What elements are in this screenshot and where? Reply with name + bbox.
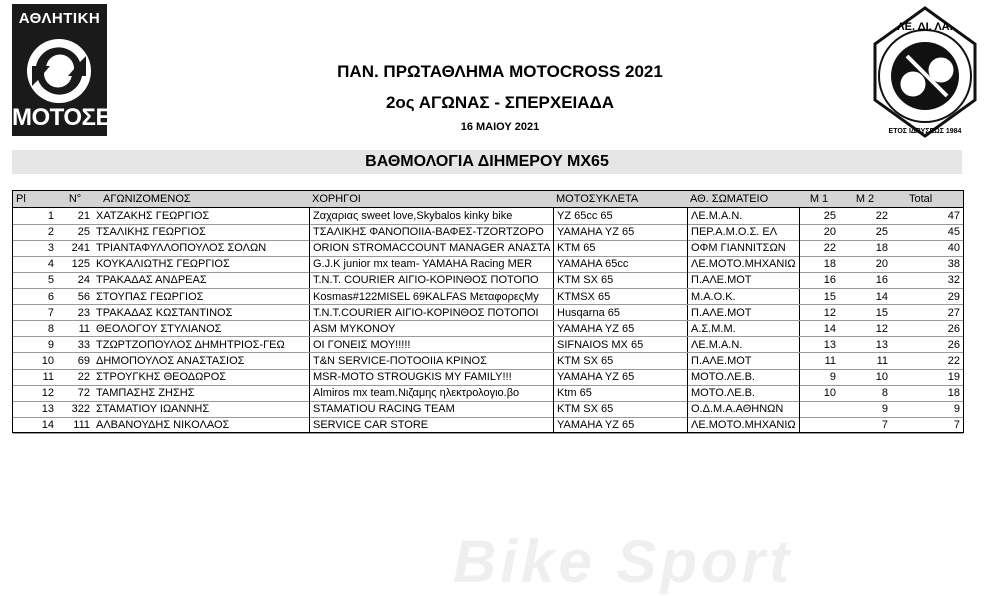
row-motorcycle: YAMAHA YZ 65 (553, 417, 687, 433)
col-header-place: Pl (16, 193, 26, 205)
row-total-points: 47 (947, 210, 960, 222)
race-title: 2ος ΑΓΩΝΑΣ - ΣΠΕΡΧΕΙΑΔΑ (385, 93, 615, 112)
row-total-points: 9 (953, 403, 960, 416)
seal-bottom-text: ΕΤΟΣ ΙΔΡΥΣΕΩΣ 1984 (888, 128, 962, 135)
row-sponsor: ΟΙ ΓΟΝΕΙΣ ΜΟΥ!!!!! (309, 337, 553, 353)
row-rider-name: ΤΡΙΑΝΤΑΦΥΛΛΟΠΟΥΛΟΣ ΣΟΛΩΝ (96, 242, 267, 255)
row-total-points: 45 (947, 226, 960, 239)
row-number: 241 (71, 242, 90, 255)
row-place: 8 (47, 322, 54, 335)
row-place: 9 (47, 338, 54, 351)
table-row (13, 353, 963, 369)
row-sponsor: Zαχαριας sweet love,Skybalos kinky bike (309, 208, 553, 224)
row-moto2-points: 11 (876, 354, 888, 367)
table-row (13, 321, 963, 337)
row-total-points: 26 (947, 322, 960, 335)
row-divider (13, 433, 963, 434)
watermark-text: Bike Sport (453, 528, 794, 595)
row-total-points: 38 (947, 258, 960, 271)
col-header-motorcycle: ΜΟΤΟΣΥΚΛΕΤΑ (556, 193, 639, 205)
row-club: ΛΕ.Μ.Α.Ν. (687, 337, 799, 353)
row-motorcycle: SIFNAIOS MX 65 (553, 337, 687, 353)
row-number: 22 (77, 371, 90, 383)
row-rider-name: ΣΤΡΟΥΓΚΗΣ ΘΕΟΔΩΡΟΣ (96, 371, 227, 383)
row-club: Π.ΑΛΕ.ΜΟΤ (687, 353, 799, 369)
row-total-points: 19 (947, 371, 960, 383)
row-moto2-points: 16 (875, 274, 888, 287)
logo-left-bottom-text: ΜΟΤΟΣΕ (12, 104, 111, 131)
row-motorcycle: KTMSX 65 (553, 289, 687, 305)
row-total-points: 7 (953, 419, 960, 432)
table-row (13, 289, 963, 305)
row-moto1-points: 13 (799, 337, 839, 353)
row-rider-name: ΣΤΑΜΑΤΙΟΥ ΙΩΑΝΝΗΣ (96, 403, 210, 416)
table-row (13, 208, 963, 224)
row-motorcycle: YAMAHA YZ 65 (553, 369, 687, 385)
row-rider-name: ΤΖΩΡΤΖΟΠΟΥΛΟΣ ΔΗΜΗΤΡΙΟΣ-ΓΕΩ (96, 338, 285, 351)
table-row (13, 369, 963, 385)
row-number: 111 (73, 419, 90, 432)
col-header-total: Total (909, 193, 933, 205)
row-moto2-points: 12 (875, 322, 888, 335)
row-club: ΛΕ.Μ.Α.Ν. (687, 208, 799, 224)
row-rider-name: ΔΗΜΟΠΟΥΛΟΣ ΑΝΑΣΤΑΣΙΟΣ (96, 354, 245, 367)
row-moto2-points: 15 (875, 306, 888, 319)
row-moto1-points: 12 (799, 305, 839, 321)
row-moto2-points: 20 (875, 258, 888, 271)
row-place: 10 (41, 354, 54, 367)
col-header-sponsors: ΧΟΡΗΓΟΙ (312, 193, 361, 205)
row-total-points: 32 (947, 274, 960, 287)
table-row (13, 305, 963, 321)
row-rider-name: ΣΤΟΥΠΑΣ ΓΕΩΡΓΙΟΣ (96, 290, 204, 303)
row-sponsor: ASM ΜΥΚΟΝΟΥ (309, 321, 553, 337)
row-sponsor: SERVICE CAR STORE (309, 417, 553, 433)
row-motorcycle: Ktm 65 (553, 385, 687, 401)
row-rider-name: ΧΑΤΖΑΚΗΣ ΓΕΩΡΓΙΟΣ (96, 210, 210, 222)
table-row (13, 256, 963, 272)
table-row (13, 417, 963, 433)
row-club: ΜΟΤΟ.ΛΕ.Β. (687, 369, 799, 385)
row-number: 72 (77, 387, 90, 400)
table-row (13, 224, 963, 240)
row-moto1-points: 22 (799, 240, 839, 256)
athlitiki-motoce-logo (12, 4, 111, 136)
col-header-club: ΑΘ. ΣΩΜΑΤΕΙΟ (690, 193, 769, 205)
row-total-points: 29 (947, 290, 960, 303)
row-place: 5 (47, 274, 54, 287)
row-number: 56 (77, 290, 90, 303)
recycle-arrows-icon (24, 36, 94, 106)
row-total-points: 26 (947, 338, 960, 351)
col-header-rider: ΑΓΩΝΙΖΟΜΕΝΟΣ (103, 193, 191, 205)
row-sponsor: STAMATIOU RACING TEAM (309, 401, 553, 417)
row-place: 12 (41, 387, 54, 400)
row-moto1-points (799, 417, 839, 433)
row-place: 3 (47, 242, 54, 255)
row-club: Ο.Δ.Μ.Α.ΑΘΗΝΩΝ (687, 401, 799, 417)
standings-subtitle: ΒΑΘΜΟΛΟΓΙΑ ΔΙΗΜΕΡΟΥ MX65 (12, 150, 962, 174)
row-moto2-points: 25 (875, 226, 888, 239)
row-club: Π.ΑΛΕ.ΜΟΤ (687, 272, 799, 288)
row-moto1-points: 14 (799, 321, 839, 337)
championship-title: ΠΑΝ. ΠΡΩΤΑΘΛΗΜΑ MOTOCROSS 2021 (337, 62, 663, 81)
row-sponsor: ΤΣΑΛΙΚΗΣ ΦΑΝΟΠΟΙΙΑ-ΒΑΦΕΣ-TZORTZOPO (309, 224, 553, 240)
row-motorcycle: KTM SX 65 (553, 272, 687, 288)
row-moto1-points (799, 401, 839, 417)
col-header-moto2: Μ 2 (855, 193, 875, 205)
row-number: 24 (77, 274, 90, 287)
row-moto2-points: 22 (875, 210, 888, 222)
row-club: ΛΕ.ΜΟΤΟ.ΜΗΧΑΝΙΩ (687, 256, 799, 272)
row-sponsor: MSR-MOTO STROUGKIS MY FAMILY!!! (309, 369, 553, 385)
row-motorcycle: KTM SX 65 (553, 401, 687, 417)
table-row (13, 337, 963, 353)
row-moto1-points: 10 (799, 385, 839, 401)
row-moto2-points: 13 (875, 338, 888, 351)
row-number: 21 (77, 210, 90, 222)
col-header-number: N° (68, 193, 82, 205)
row-club: Α.Σ.Μ.Μ. (687, 321, 799, 337)
row-place: 2 (47, 226, 54, 239)
table-row (13, 240, 963, 256)
results-table (12, 190, 964, 595)
row-club: ΠΕΡ.Α.Μ.Ο.Σ. ΕΛ (687, 224, 799, 240)
row-club: ΜΟΤΟ.ΛΕ.Β. (687, 385, 799, 401)
col-header-moto1: Μ 1 (809, 193, 829, 205)
row-rider-name: ΤΡΑΚΑΔΑΣ ΚΩΣΤΑΝΤΙΝΟΣ (96, 306, 233, 319)
row-moto2-points: 10 (875, 371, 888, 383)
row-sponsor: T.N.T.COURIER ΑΙΓΙΟ-ΚΟΡΙΝΘΟΣ ΠΟΤΟΠΟΙ (309, 305, 553, 321)
row-total-points: 18 (947, 387, 960, 400)
row-rider-name: ΤΡΑΚΑΔΑΣ ΑΝΔΡΕΑΣ (96, 274, 207, 287)
row-sponsor: Kosmas#122MISEL 69KALFAS ΜεταφορεςΜy (309, 289, 553, 305)
row-moto1-points: 9 (799, 369, 839, 385)
row-sponsor: ORION STROMACCOUNT MANAGER ΑΝΑΣΤΑ (309, 240, 553, 256)
logo-left-top-text: ΑΘΛΗΤΙΚΗ (18, 10, 101, 27)
row-rider-name: ΑΛΒΑΝΟΥΔΗΣ ΝΙΚΟΛΑΟΣ (96, 419, 230, 432)
row-number: 69 (77, 354, 90, 367)
row-number: 11 (78, 322, 90, 335)
row-place: 13 (41, 403, 54, 416)
row-motorcycle: YAMAHA 65cc (553, 256, 687, 272)
row-motorcycle: KTM SX 65 (553, 353, 687, 369)
row-place: 14 (41, 419, 54, 432)
table-row (13, 401, 963, 417)
row-rider-name: ΚΟΥΚΑΛΙΩΤΗΣ ΓΕΩΡΓΙΟΣ (96, 258, 230, 271)
row-moto1-points: 18 (799, 256, 839, 272)
row-motorcycle: Husqarna 65 (553, 305, 687, 321)
row-moto2-points: 18 (875, 242, 888, 255)
row-moto2-points: 14 (875, 290, 888, 303)
row-motorcycle: YZ 65cc 65 (553, 208, 687, 224)
row-number: 25 (77, 226, 90, 239)
row-place: 7 (47, 306, 54, 319)
row-club: Μ.Α.Ο.Κ. (687, 289, 799, 305)
row-number: 23 (77, 306, 90, 319)
row-place: 1 (47, 210, 54, 222)
row-place: 11 (42, 371, 54, 383)
row-sponsor: Almiros mx team.Νιζαμης ηλεκτρολογιο.βο (309, 385, 553, 401)
row-rider-name: ΘΕΟΛΟΓΟΥ ΣΤΥΛΙΑΝΟΣ (96, 322, 222, 335)
row-club: ΛΕ.ΜΟΤΟ.ΜΗΧΑΝΙΩ (687, 417, 799, 433)
row-moto2-points: 7 (881, 419, 888, 432)
row-rider-name: ΤΑΜΠΑΣΗΣ ΖΗΣΗΣ (96, 387, 195, 400)
row-place: 6 (47, 290, 54, 303)
row-place: 4 (47, 258, 54, 271)
table-row (13, 272, 963, 288)
row-moto2-points: 8 (881, 387, 888, 400)
row-total-points: 27 (947, 306, 960, 319)
row-club: ΟΦΜ ΓΙΑΝΝΙΤΣΩΝ (687, 240, 799, 256)
table-header-row (13, 191, 963, 208)
row-number: 125 (71, 258, 90, 271)
row-moto2-points: 9 (881, 403, 888, 416)
row-number: 33 (77, 338, 90, 351)
row-rider-name: ΤΣΑΛΙΚΗΣ ΓΕΩΡΓΙΟΣ (96, 226, 206, 239)
row-moto1-points: 20 (799, 224, 839, 240)
row-sponsor: T&N SERVICE-ΠΟΤΟΟΙΙΑ ΚΡΙΝΟΣ (309, 353, 553, 369)
race-date: 16 ΜΑΙΟΥ 2021 (460, 121, 540, 133)
row-motorcycle: YAMAHA YZ 65 (553, 321, 687, 337)
row-sponsor: T.N.T. COURIER ΑΙΓΙΟ-ΚΟΡΙΝΘΟΣ ΠΟΤΟΠΟ (309, 272, 553, 288)
row-club: Π.ΑΛΕ.ΜΟΤ (687, 305, 799, 321)
row-number: 322 (71, 403, 90, 416)
row-sponsor: G.J.K junior mx team- YAMAHA Racing MER (309, 256, 553, 272)
table-row (13, 385, 963, 401)
row-total-points: 22 (947, 354, 960, 367)
row-moto1-points: 25 (799, 208, 839, 224)
ledila-club-seal-logo (855, 4, 995, 140)
row-moto1-points: 11 (799, 353, 839, 369)
row-moto1-points: 16 (799, 272, 839, 288)
row-moto1-points: 15 (799, 289, 839, 305)
row-total-points: 40 (947, 242, 960, 255)
row-motorcycle: YAMAHA YZ 65 (553, 224, 687, 240)
seal-top-text: ΛΕ. ΔΙ. ΛΑ. (897, 21, 953, 33)
row-motorcycle: KTM 65 (553, 240, 687, 256)
